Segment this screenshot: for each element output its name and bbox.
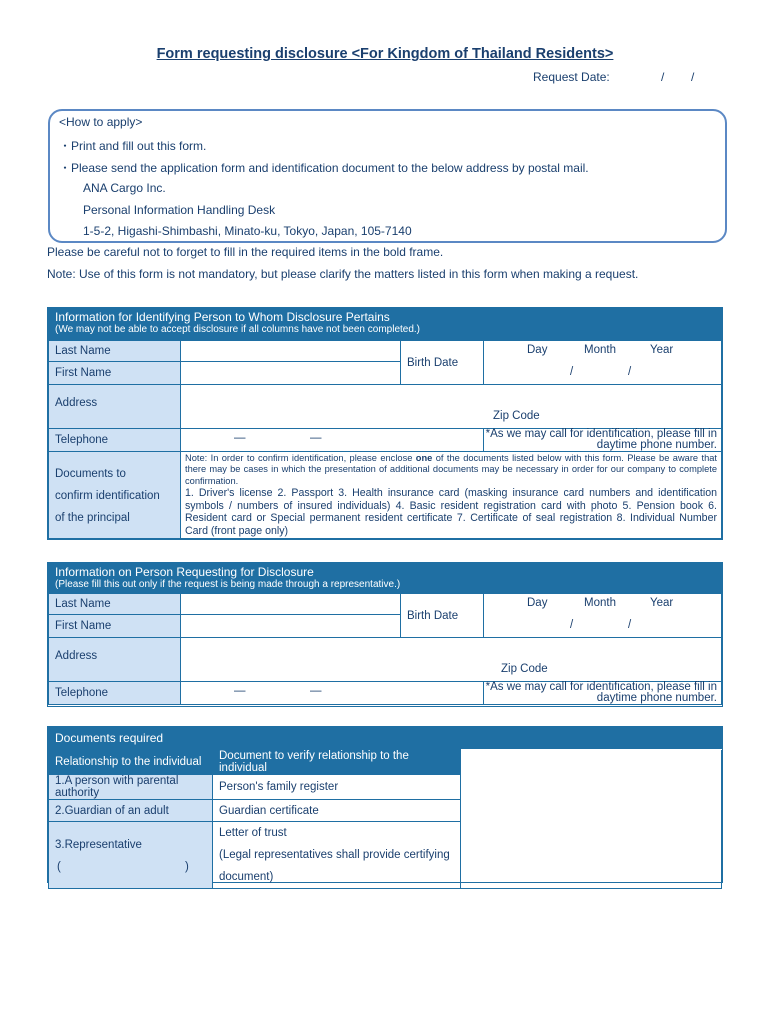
address-desk: Personal Information Handling Desk <box>83 203 276 217</box>
representative-label: 3.Representative <box>55 839 142 851</box>
document-cell: Person's family register <box>213 775 461 800</box>
zip-code-label: Zip Code <box>501 663 548 675</box>
documents-note-emphasis: one <box>415 452 433 463</box>
last-name-field[interactable] <box>181 341 401 362</box>
first-name-label: First Name <box>49 362 181 385</box>
telephone-field[interactable] <box>181 429 484 452</box>
date-separator: / <box>628 619 632 631</box>
section-header <box>48 727 722 749</box>
year-label: Year <box>650 344 674 356</box>
how-to-apply-heading: <How to apply> <box>59 115 143 129</box>
section-title: Documents required <box>55 731 164 745</box>
note-not-mandatory: Note: Use of this form is not mandatory, but please clarify the matters listed in this form when making a request. <box>47 267 639 281</box>
first-name-field[interactable] <box>181 615 401 638</box>
documents-required-table <box>48 749 722 889</box>
document-cell-representative <box>213 822 461 889</box>
note-bold-frame: Please be careful not to forget to fill in the required items in the bold frame. <box>47 245 444 259</box>
documents-label-line: confirm identification <box>55 490 160 502</box>
zip-code-label: Zip Code <box>493 410 540 422</box>
representative-doc-line: document) <box>219 871 274 883</box>
requester-table <box>48 593 722 705</box>
tel-dash: — <box>234 685 246 697</box>
documents-label-line: Documents to <box>55 468 126 480</box>
section-title: Information on Person Requesting for Disclosure <box>55 565 314 579</box>
col-header-relationship: Relationship to the individual <box>49 750 213 775</box>
telephone-label: Telephone <box>49 682 181 705</box>
paren-close: ) <box>185 861 189 873</box>
documents-note-text: Note: In order to confirm identification, please enclose <box>185 452 416 463</box>
tel-dash: — <box>310 432 322 444</box>
year-label: Year <box>650 597 674 609</box>
telephone-field[interactable] <box>181 682 484 705</box>
col-header-document: Document to verify relationship to the individual <box>213 750 461 775</box>
section-header <box>48 563 722 593</box>
first-name-field[interactable] <box>181 362 401 385</box>
birth-date-field[interactable] <box>484 341 722 385</box>
last-name-label: Last Name <box>49 341 181 362</box>
documents-blank-area[interactable] <box>461 750 722 889</box>
month-label: Month <box>584 597 616 609</box>
relationship-cell: 1.A person with parental authority <box>49 775 213 800</box>
page-title: Form requesting disclosure <For Kingdom of Thailand Residents> <box>156 46 614 62</box>
telephone-note: *As we may call for identification, please fill in daytime phone number. <box>484 682 722 705</box>
address-company: ANA Cargo Inc. <box>83 181 166 195</box>
address-label: Address <box>49 638 181 682</box>
birth-date-field[interactable] <box>484 594 722 638</box>
section-subtitle: (Please fill this out only if the request is being made through a representative.) <box>55 579 401 590</box>
day-label: Day <box>527 597 548 609</box>
document-cell: Guardian certificate <box>213 800 461 822</box>
how-line: ・Print and fill out this form. <box>59 139 207 153</box>
date-separator: / <box>570 366 574 378</box>
documents-label-line: of the principal <box>55 512 130 524</box>
birth-date-label: Birth Date <box>401 341 484 385</box>
day-label: Day <box>527 344 548 356</box>
section-subtitle: (We may not be able to accept disclosure if all columns have not been completed.) <box>55 324 421 335</box>
address-field[interactable] <box>181 385 722 429</box>
relationship-cell: 2.Guardian of an adult <box>49 800 213 822</box>
first-name-label: First Name <box>49 615 181 638</box>
representative-doc-line: (Legal representatives shall provide certifying <box>219 849 450 861</box>
date-separator: / <box>628 366 632 378</box>
section-documents-required <box>47 726 723 883</box>
last-name-label: Last Name <box>49 594 181 615</box>
paren-open: ( <box>57 861 61 873</box>
month-label: Month <box>584 344 616 356</box>
date-separator: / <box>661 70 665 84</box>
how-to-apply-box <box>48 109 727 243</box>
address-field[interactable] <box>181 638 722 682</box>
last-name-field[interactable] <box>181 594 401 615</box>
relationship-cell-representative <box>49 822 213 889</box>
address-label: Address <box>49 385 181 429</box>
documents-list: 1. Driver's license 2. Passport 3. Health insurance card (masking insurance card numbers and identification symbols / numbers of insured individuals) 4. Basic resident registration card with photo 5. Pension book 6. Resident card or Special permanent resident certificate 7. Certificate of seal registration 8. Individual Number Card (front page only) <box>185 487 717 537</box>
section-title: Information for Identifying Person to Whom Disclosure Pertains <box>55 310 390 324</box>
address-street: 1-5-2, Higashi-Shimbashi, Minato-ku, Tokyo, Japan, 105-7140 <box>83 224 412 238</box>
documents-note-text: of the documents listed below with this form. Please be aware that there may be cases in which the presentation of additional documents may be necessary in order for our company to complete confirmation. <box>185 452 718 486</box>
request-date <box>533 70 695 84</box>
tel-dash: — <box>310 685 322 697</box>
request-date-label: Request Date: <box>533 70 610 84</box>
how-line: ・Please send the application form and identification document to the below address by postal mail. <box>59 161 589 175</box>
telephone-label: Telephone <box>49 429 181 452</box>
section-header <box>48 308 722 340</box>
identity-table <box>48 340 722 539</box>
documents-label <box>49 452 181 539</box>
documents-content <box>181 452 722 539</box>
section-identified-person <box>47 307 723 540</box>
date-separator: / <box>691 70 695 84</box>
date-separator: / <box>570 619 574 631</box>
tel-dash: — <box>234 432 246 444</box>
section-requesting-person <box>47 562 723 707</box>
telephone-note: *As we may call for identification, please fill in daytime phone number. <box>484 429 722 452</box>
birth-date-label: Birth Date <box>401 594 484 638</box>
documents-note <box>185 453 717 488</box>
representative-doc-line: Letter of trust <box>219 827 287 839</box>
